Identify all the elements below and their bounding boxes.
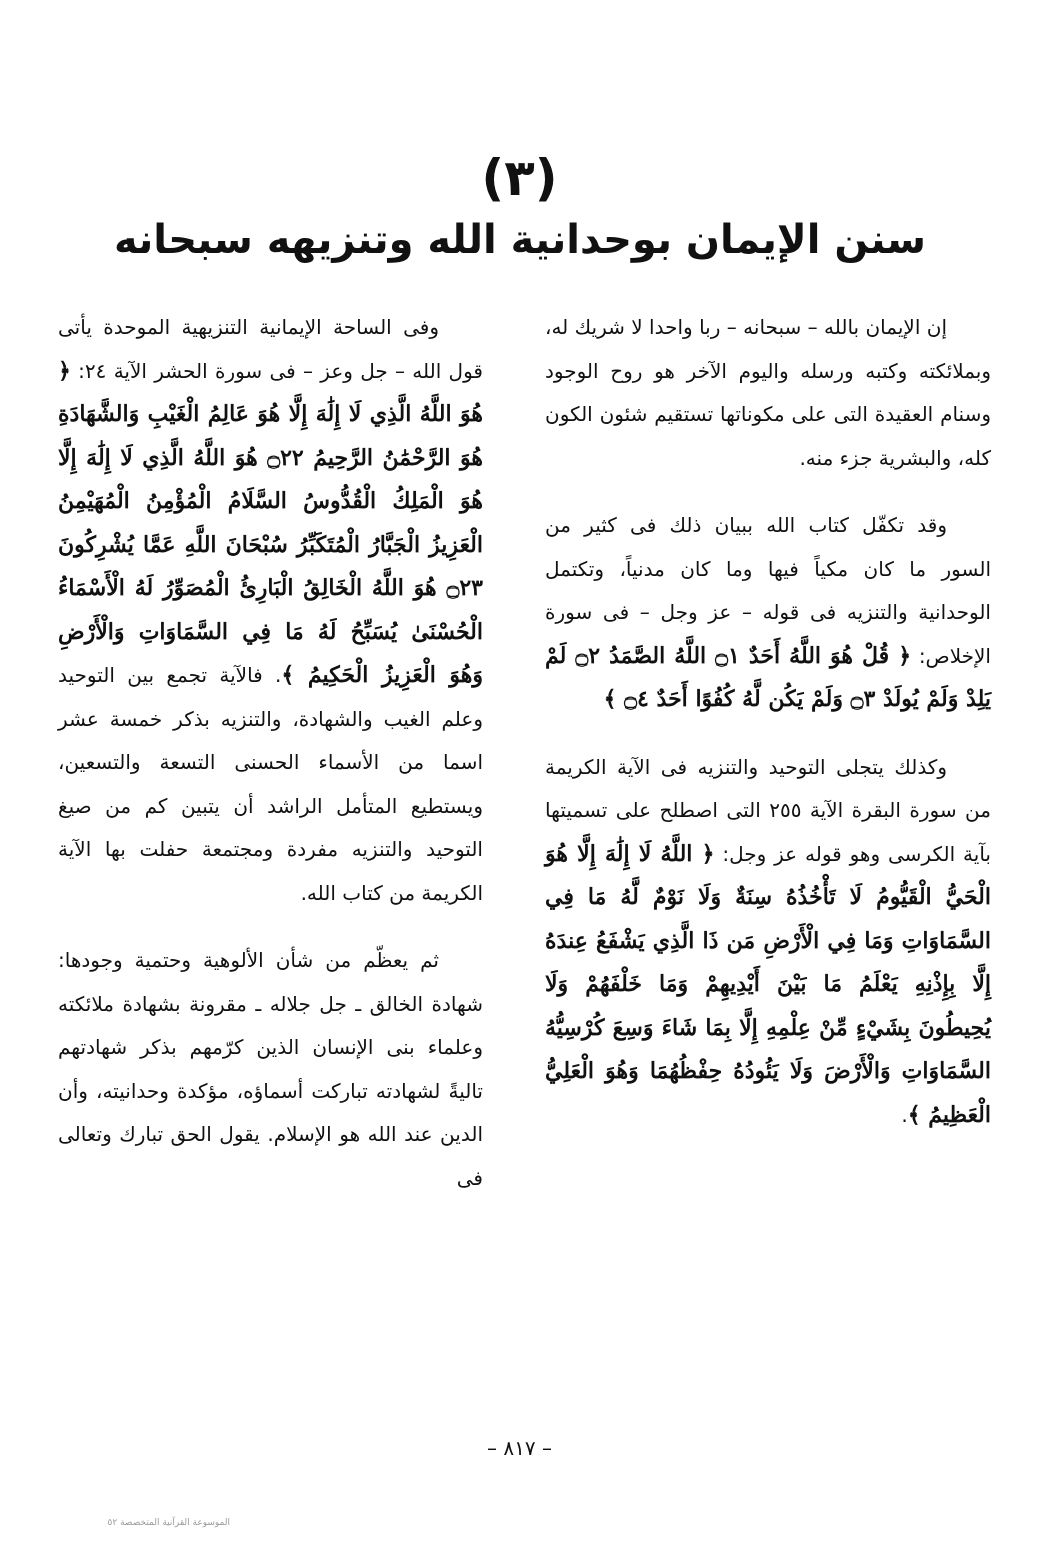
quran-verse-kursi: ﴿ اللَّهُ لَا إِلَٰهَ إِلَّا هُوَ الْحَيُّ الْقَيُّومُ لَا تَأْخُذُهُ سِنَةٌ وَلَا نَوْمٌ لَّهُ مَا فِي السَّمَاوَاتِ وَمَا فِي الْأَرْضِ مَن ذَا الَّذِي يَشْفَعُ عِندَهُ إِلَّا بِإِذْنِهِ يَعْلَمُ مَا بَيْنَ أَيْدِيهِمْ وَمَا خَلْفَهُمْ وَلَا يُحِيطُونَ بِشَيْءٍ مِّنْ عِلْمِهِ إِلَّا بِمَا شَاءَ وَسِعَ كُرْسِيُّهُ السَّمَاوَاتِ وَالْأَرْضَ وَلَا يَئُودُهُ حِفْظُهُمَا وَهُوَ الْعَلِيُّ الْعَظِيمُ ﴾ (545, 840, 991, 1128)
paragraph-text: وفى الساحة الإيمانية التنزيهية الموحدة يأتى قول الله – جل وعز – فى سورة الحشر الآية ٢٤: (58, 315, 483, 383)
paragraph (58, 306, 483, 915)
chapter-number: (٣) (481, 149, 558, 207)
paragraph (545, 746, 991, 1138)
paragraph-end: . (901, 1102, 908, 1127)
right-column (545, 306, 991, 1161)
paragraph-text: ثم يعظّم من شأن الألوهية وحتمية وجودها: شهادة الخالق ـ جل جلاله ـ مقرونة بشهادة ملائكته وعلماء بنى الإنسان الذين كرّمهم بذكر شهادتهم تاليةً لشهادته تباركت أسماؤه، مؤكدة وحدانيته، وأن الدين عند الله هو الإسلام. يقول الحق تبارك وتعالى فى (58, 948, 483, 1190)
page-number: – ٨١٧ – (487, 1436, 552, 1460)
chapter-title: سنن الإيمان بوحدانية الله وتنزيهه سبحانه (113, 217, 926, 263)
paragraph (545, 504, 991, 722)
paragraph (58, 939, 483, 1200)
paragraph-text: وقد تكفّل كتاب الله ببيان ذلك فى كثير من السور ما كان مكياً فيها وما كان مدنياً، وتكتمل الوحدانية والتنزيه فى قوله – عز وجل – فى سورة الإخلاص: (545, 513, 991, 668)
paragraph-text: وكذلك يتجلى التوحيد والتنزيه فى الآية الكريمة من سورة البقرة الآية ٢٥٥ التى اصطلح على تسميتها بآية الكرسى وهو قوله عز وجل: (545, 754, 991, 866)
quran-verse-ikhlas: ﴿ قُلْ هُوَ اللَّهُ أَحَدٌ ۝١ اللَّهُ الصَّمَدُ ۝٢ لَمْ يَلِدْ وَلَمْ يُولَدْ ۝٣ وَلَمْ يَكُن لَّهُ كُفُوًا أَحَدٌ ۝٤ ﴾ (545, 642, 991, 712)
paragraph-text: إن الإيمان بالله – سبحانه – ربا واحدا لا شريك له، وبملائكته وكتبه ورسله واليوم الآخر هو روح الوجود وسنام العقيدة التى على مكوناتها تستقيم شئون الكون كله، والبشرية جزء منه. (545, 315, 991, 470)
paragraph-text: . فالآية تجمع بين التوحيد وعلم الغيب والشهادة، والتنزيه بذكر خمسة عشر اسما من الأسماء الحسنى التسعة والتسعين، ويستطيع المتأمل الراشد أن يتبين كم من صيغ التوحيد والتنزيه مفردة ومجتمعة حفلت بها الآية الكريمة من كتاب الله. (58, 663, 483, 905)
quran-verse-hashr: ﴿ هُوَ اللَّهُ الَّذِي لَا إِلَٰهَ إِلَّا هُوَ عَالِمُ الْغَيْبِ وَالشَّهَادَةِ هُوَ الرَّحْمَٰنُ الرَّحِيمُ ۝٢٢ هُوَ اللَّهُ الَّذِي لَا إِلَٰهَ إِلَّا هُوَ الْمَلِكُ الْقُدُّوسُ السَّلَامُ الْمُؤْمِنُ الْمُهَيْمِنُ الْعَزِيزُ الْجَبَّارُ الْمُتَكَبِّرُ سُبْحَانَ اللَّهِ عَمَّا يُشْرِكُونَ ۝٢٣ هُوَ اللَّهُ الْخَالِقُ الْبَارِئُ الْمُصَوِّرُ لَهُ الْأَسْمَاءُ الْحُسْنَىٰ يُسَبِّحُ لَهُ مَا فِي السَّمَاوَاتِ وَالْأَرْضِ وَهُوَ الْعَزِيزُ الْحَكِيمُ ﴾ (58, 357, 484, 688)
footer-note: الموسوعة القرآنية المتخصصة ٥٢ (107, 1518, 230, 1528)
left-column (58, 306, 483, 1224)
paragraph (545, 306, 991, 480)
